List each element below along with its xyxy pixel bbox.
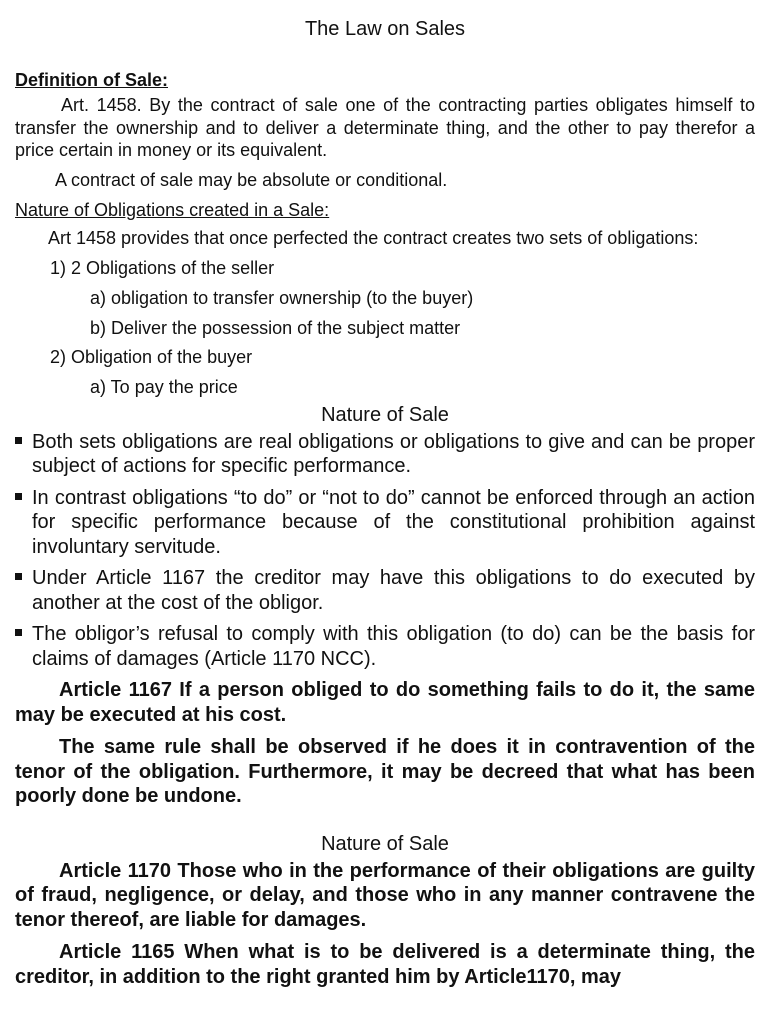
article-1167-continuation: The same rule shall be observed if he does it in contravention of the tenor of the obligation. Furthermore, it may be decreed that what has been poorly done be undone. <box>15 736 755 807</box>
art-1458-paragraph: Art. 1458. By the contract of sale one of the contracting parties obligates himself to transfer the ownership and to deliver a determinate thing, and the other to pay therefor a price certain in money or its equivalent. <box>15 95 755 160</box>
article-1170-paragraph: Article 1170 Those who in the performance of their obligations are guilty of fraud, negligence, or delay, and those who in any manner contravene the tenor thereof, are liable for damages. <box>15 859 755 931</box>
seller-obligations-item: 1) 2 Obligations of the seller <box>50 257 275 278</box>
bullet-text: Both sets obligations are real obligations or obligations to give and can be proper subject of actions for specific performance. <box>32 430 755 477</box>
absolute-conditional-paragraph: A contract of sale may be absolute or conditional. <box>55 169 448 190</box>
bullet-item <box>15 430 755 479</box>
square-bullet-icon <box>15 629 22 636</box>
buyer-obligation-item: 2) Obligation of the buyer <box>50 346 253 367</box>
bullet-list <box>15 430 755 672</box>
buyer-obligation-a: a) To pay the price <box>90 376 238 397</box>
seller-obligation-a: a) obligation to transfer ownership (to the buyer) <box>90 287 474 308</box>
article-1167-paragraph: Article 1167 If a person obliged to do something fails to do it, the same may be executed at his cost. <box>15 679 755 726</box>
definition-heading: Definition of Sale: <box>15 70 168 90</box>
article-1165-paragraph: Article 1165 When what is to be delivered is a determinate thing, the creditor, in addition to the right granted him by Article1170, may <box>15 941 755 988</box>
bullet-text: The obligor’s refusal to comply with this obligation (to do) can be the basis for claims of damages (Article 1170 NCC). <box>32 623 755 670</box>
nature-of-obligations-heading: Nature of Obligations created in a Sale: <box>15 200 330 220</box>
nature-of-sale-heading-2: Nature of Sale <box>321 832 449 855</box>
square-bullet-icon <box>15 493 22 500</box>
square-bullet-icon <box>15 437 22 444</box>
square-bullet-icon <box>15 573 22 580</box>
bullet-text: Under Article 1167 the creditor may have this obligations to do executed by another at the cost of the obligor. <box>32 567 755 614</box>
nature-of-sale-heading: Nature of Sale <box>321 403 449 426</box>
bullet-text: In contrast obligations “to do” or “not to do” cannot be enforced through an action for specific performance because of the constitutional prohibition against involuntary servitude. <box>32 486 755 558</box>
bullet-item <box>15 622 755 671</box>
page-title: The Law on Sales <box>304 18 466 40</box>
document-page <box>15 16 755 997</box>
bullet-item <box>15 486 755 560</box>
nature-intro-paragraph: Art 1458 provides that once perfected the contract creates two sets of obligations: <box>48 228 699 248</box>
seller-obligation-b: b) Deliver the possession of the subject matter <box>90 317 461 338</box>
bullet-item <box>15 566 755 615</box>
